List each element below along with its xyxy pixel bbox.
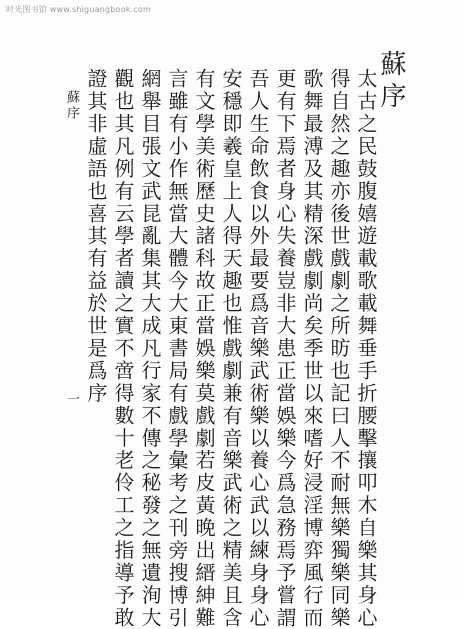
preface-title: 蘇序 [376,50,406,114]
text-column-3: 歌舞最溥及其精深戲劇尚矣季世以來嗜好浸淫博弈風行而 [300,68,324,629]
text-column-2: 得自然之趣亦後世戲劇之所昉也記曰人不耐無樂獨樂同樂 [327,68,351,629]
text-column-10: 觀也其凡例有云學者讀之實不啻得數十老伶工之指導予敢 [111,68,135,629]
preface-text-block [82,50,406,629]
text-column-8: 言雖有小作無當大體今大東書局有戲學彙考之刊旁搜博引 [165,68,189,629]
text-column-5: 吾人生命飲食以外最要爲音樂武術樂以養心武以練身身心 [246,68,270,629]
text-column-4: 更有下焉者身心失養豈非大患正當娛樂今爲急務焉予嘗謂 [273,68,297,629]
text-column-9: 網舉目張文武昆亂集其大成凡行家不傳之秘發之無遺洵大 [138,68,162,629]
watermark: 时光图书馆 www.shiguangbook.com [6,5,151,14]
text-column-11: 證其非虛語也喜其有益於世是爲序 [84,68,108,405]
text-column-1: 太古之民鼓腹嬉遊載歌載舞垂手折腰擊攘叩木自樂其身心 [354,68,378,629]
text-column-6: 安穩即羲皇上人得天趣也惟戲劇兼有音樂武術之精美且含 [219,68,243,629]
page-number: 一 [64,392,79,405]
margin-title: 蘇序 [64,90,79,122]
text-column-7: 有文學美術歷史諸科故正當娛樂莫戲劇若皮黃晚出縉紳難 [192,68,216,629]
